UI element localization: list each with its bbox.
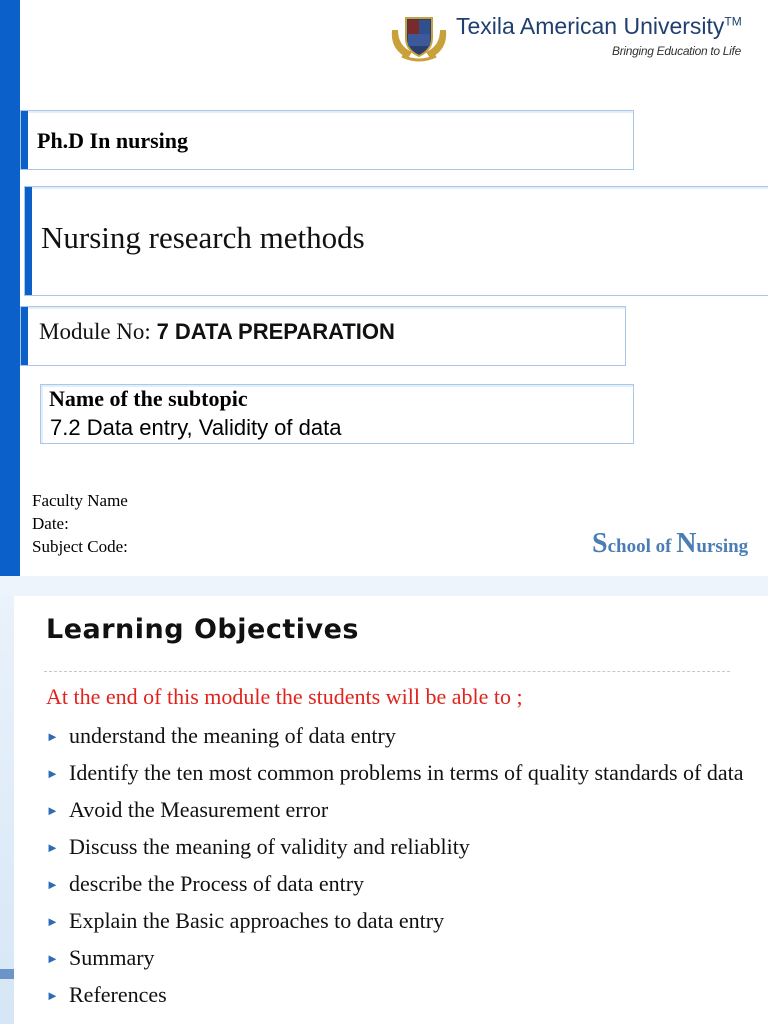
list-item: ► Explain the Basic approaches to data entry xyxy=(44,905,744,936)
list-item: ► Identify the ten most common problems in terms of quality standards of data xyxy=(44,757,744,788)
bullet-arrow-icon: ► xyxy=(46,988,59,1003)
course-title-accent xyxy=(25,187,32,295)
school-name: School of Nursing xyxy=(592,528,749,559)
subtopic-label: Name of the subtopic xyxy=(49,386,248,411)
university-logo xyxy=(388,10,768,66)
bullet-arrow-icon: ► xyxy=(46,840,59,855)
faculty-name-label: Faculty Name xyxy=(32,491,128,510)
module-box xyxy=(20,306,626,366)
objectives-slide xyxy=(0,596,768,1024)
course-title: Nursing research methods xyxy=(41,220,365,255)
subtopic-box xyxy=(40,384,634,444)
program-name: Ph.D In nursing xyxy=(37,128,189,153)
module-line xyxy=(39,319,395,345)
university-name: Texila American University™ xyxy=(456,13,742,39)
university-tagline: Bringing Education to Life xyxy=(612,44,741,58)
title-divider xyxy=(44,671,730,672)
bullet-arrow-icon: ► xyxy=(46,951,59,966)
bullet-arrow-icon: ► xyxy=(46,729,59,744)
objectives-title: Learning Objectives xyxy=(46,614,359,645)
bullet-arrow-icon: ► xyxy=(46,766,59,781)
program-box-accent xyxy=(21,111,28,169)
bullet-arrow-icon: ► xyxy=(46,914,59,929)
list-item: ► References xyxy=(44,979,744,1010)
university-crest-icon xyxy=(388,12,450,62)
objectives-list xyxy=(44,720,744,1016)
list-item: ► Discuss the meaning of validity and reliablity xyxy=(44,831,744,862)
list-item: ► describe the Process of data entry xyxy=(44,868,744,899)
slide-gap xyxy=(0,576,768,596)
slide-side-strip xyxy=(0,596,14,1024)
program-box xyxy=(20,110,634,170)
module-label: Module No: xyxy=(39,319,157,344)
subtopic-value: 7.2 Data entry, Validity of data xyxy=(50,415,342,440)
trademark: TM xyxy=(724,14,742,29)
module-box-accent xyxy=(21,307,28,365)
module-value: 7 DATA PREPARATION xyxy=(156,319,395,344)
list-item: ► Avoid the Measurement error xyxy=(44,794,744,825)
list-item: ► understand the meaning of data entry xyxy=(44,720,744,751)
list-item: ► Summary xyxy=(44,942,744,973)
course-title-box xyxy=(24,186,768,296)
left-accent-bar xyxy=(0,0,20,576)
objectives-intro: At the end of this module the students will be able to ; xyxy=(46,684,523,709)
slide-meta xyxy=(32,489,128,558)
subject-code-label: Subject Code: xyxy=(32,537,128,556)
side-strip-marker xyxy=(0,969,14,979)
bullet-arrow-icon: ► xyxy=(46,877,59,892)
bullet-arrow-icon: ► xyxy=(46,803,59,818)
date-label: Date: xyxy=(32,514,69,533)
